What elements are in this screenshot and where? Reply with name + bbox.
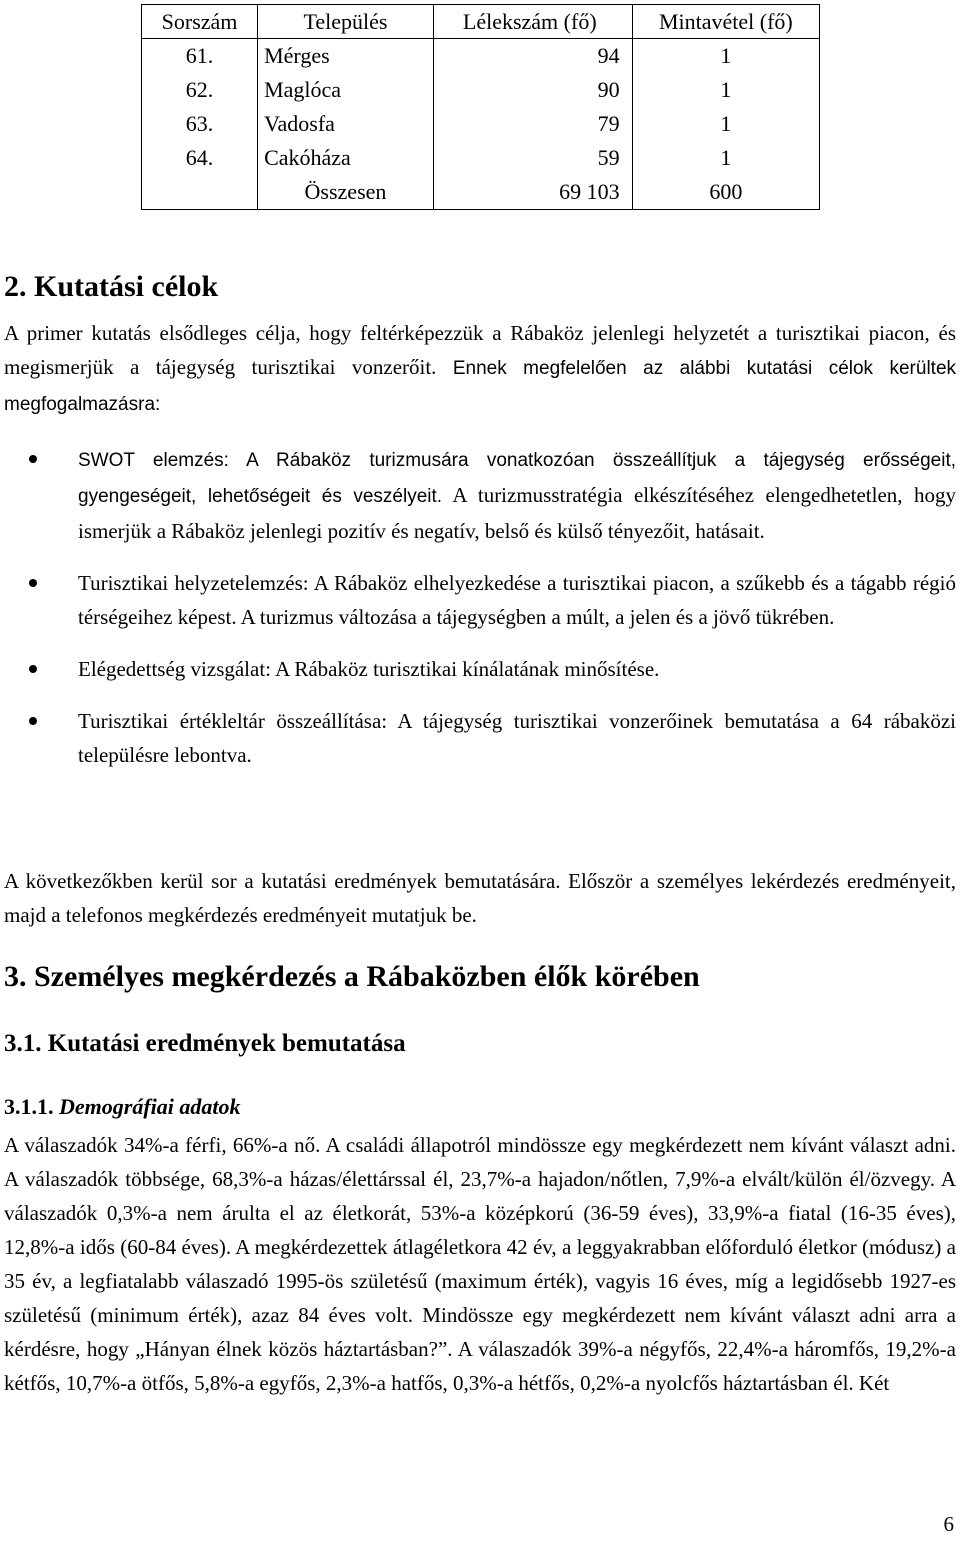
list-item-text: A turizmusstratégia elkészítéséhez elengedhetetlen, hogy ismerjük a Rábaköz jelenlegi pozitív és negatív, belső és külső tényezőit, hatásait. [78,483,957,543]
table-cell: 94 [433,39,632,74]
table-cell: 61. [142,39,258,74]
table-cell: 1 [632,39,819,74]
closing-paragraph: A következőkben kerül sor a kutatási eredmények bemutatására. Először a személyes lekérdezés eredményeit, majd a telefonos megkérdezés eredményeit mutatjuk be. [4,869,956,927]
table-cell: Maglóca [258,73,434,107]
list-item-text: Turisztikai értékleltár összeállítása: A tájegység turisztikai vonzerőinek bemutatása a 64 rábaközi településre lebontva. [78,709,956,767]
table-row [142,141,820,175]
table-cell: 79 [433,107,632,141]
intro-paragraph [4,316,956,422]
table-row [142,73,820,107]
table-cell: 63. [142,107,258,141]
list-item [0,442,956,548]
section-heading: 2. Kutatási célok [4,270,219,303]
list-item-text: Turisztikai helyzetelemzés: A Rábaköz elhelyezkedése a turisztikai piacon, a szűkebb és a tágabb régió térségeihez képest. A turizmus változása a tájegységben a múlt, a jelen és a jövő tükrében. [78,571,956,629]
total-population: 69 103 [433,175,632,210]
table-total-row [142,175,820,210]
column-header: Mintavétel (fő) [632,5,819,39]
table-cell: 90 [433,73,632,107]
table-cell: Cakóháza [258,141,434,175]
table-cell: 1 [632,141,819,175]
table-cell [142,175,258,210]
column-header: Lélekszám (fő) [433,5,632,39]
subsection-heading: 3.1. Kutatási eredmények bemutatása [4,1030,406,1057]
intro-text: Ennek megfelelően az alábbi kutatási célok kerültek megfogalmazásra: [4,358,957,415]
table-cell: Mérges [258,39,434,74]
settlement-sample-table [141,4,820,210]
table-cell: 1 [632,107,819,141]
heading-title: Demográfiai adatok [59,1094,241,1119]
total-sample: 600 [632,175,819,210]
table-cell: 64. [142,141,258,175]
list-item [0,652,956,686]
bullet-icon [29,455,37,463]
table-cell: 1 [632,73,819,107]
heading-number: 3.1.1. [4,1094,59,1119]
bullet-icon [29,665,37,673]
table-cell: 62. [142,73,258,107]
bullet-icon [29,717,37,725]
table-cell: Vadosfa [258,107,434,141]
intro-text: A primer kutatás elsődleges célja, hogy feltérképezzük a Rábaköz jelenlegi helyzetét a turisztikai piacon, és megismerjük a tájegység turisztikai vonzerőit. [4,321,956,379]
demographics-paragraph: A válaszadók 34%-a férfi, 66%-a nő. A családi állapotról mindössze egy megkérdezett nem kívánt választ adni. A válaszadók többsége, 68,3%-a házas/élettárssal él, 23,7%-a hajadon/nőtlen, 7,9%-a elvált/külön él/özvegy. A válaszadók 0,3%-a nem árulta el az életkorát, 53%-a középkorú (36-59 éves), 33,9%-a fiatal (16-35 éves), 12,8%-a idős (60-84 éves). A megkérdezettek átlagéletkora 42 év, a leggyakrabban előforduló életkor (módusz) a 35 év, a legfiatalabb válaszadó 1995-ös születésű (maximum érték), vagyis 16 éves, míg a legidősebb 1927-es születésű (minimum érték), azaz 84 éves volt. Mindössze egy megkérdezett nem kívánt választ adni arra a kérdésre, hogy „Hányan élnek közös háztartásban?”. A válaszadók 39%-a négyfős, 22,4%-a háromfős, 19,2%-a kétfős, 10,7%-a ötfős, 5,8%-a egyfős, 2,3%-a hatfős, 0,3%-a hétfős, 0,2%-a nyolcfős háztartásban él. Két [4,1133,956,1395]
total-label: Összesen [258,175,434,210]
research-goals-list [0,442,956,772]
column-header: Sorszám [142,5,258,39]
bullet-icon [29,579,37,587]
page-number: 6 [943,1512,954,1536]
table-row [142,39,820,74]
list-item-text: Elégedettség vizsgálat: A Rábaköz turisztikai kínálatának minősítése. [78,657,660,681]
table-row [142,107,820,141]
table-cell: 59 [433,141,632,175]
list-item-text: SWOT elemzés: A Rábaköz turizmusára vonatkozóan összeállítjuk a tájegység erősségeit, gyengeségeit, lehetőségeit és veszélyeit. [78,450,956,507]
section-heading: 3. Személyes megkérdezés a Rábaközben élők körében [4,960,700,993]
subsubsection-heading [4,1094,241,1120]
list-item [0,566,956,634]
list-item [0,704,956,772]
column-header: Település [258,5,434,39]
table-header-row [142,5,820,39]
